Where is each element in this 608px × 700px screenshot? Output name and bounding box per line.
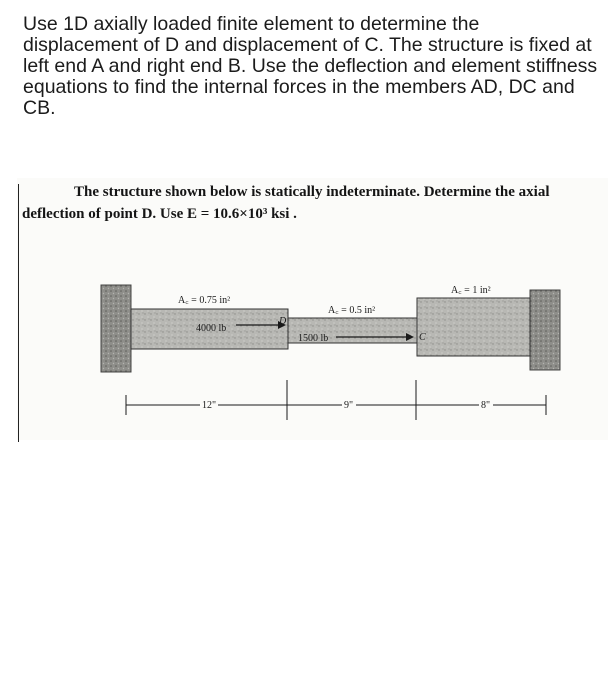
dimension-label-ad: 12" xyxy=(202,400,217,411)
load-label-d: 4000 lb xyxy=(196,323,227,334)
area-label-dc: A꜀ = 0.5 in² xyxy=(328,305,376,316)
right-wall-support-b xyxy=(530,290,560,370)
area-label-cb: A꜀ = 1 in² xyxy=(451,285,491,296)
question-text: Use 1D axially loaded finite element to determine the displacement of D and displacement of C. The structure is fixed at left end A and right end B. Use the deflection and element stiffness equations to find the internal forces in the members AD, DC and CB. xyxy=(23,13,598,119)
dimension-label-cb: 8" xyxy=(481,400,491,411)
area-label-ad: A꜀ = 0.75 in² xyxy=(178,295,231,306)
left-wall-support-a xyxy=(101,285,131,372)
load-label-c: 1500 lb xyxy=(298,333,329,344)
problem-statement-line-2: deflection of point D. Use E = 10.6×10³ ksi . xyxy=(22,206,297,222)
member-cb xyxy=(417,298,530,356)
point-d-label: D xyxy=(279,316,287,327)
dimension-label-dc: 9" xyxy=(344,400,354,411)
point-c-label: C xyxy=(419,332,426,343)
problem-statement-line-1: The structure shown below is statically indeterminate. Determine the axial xyxy=(74,184,550,200)
